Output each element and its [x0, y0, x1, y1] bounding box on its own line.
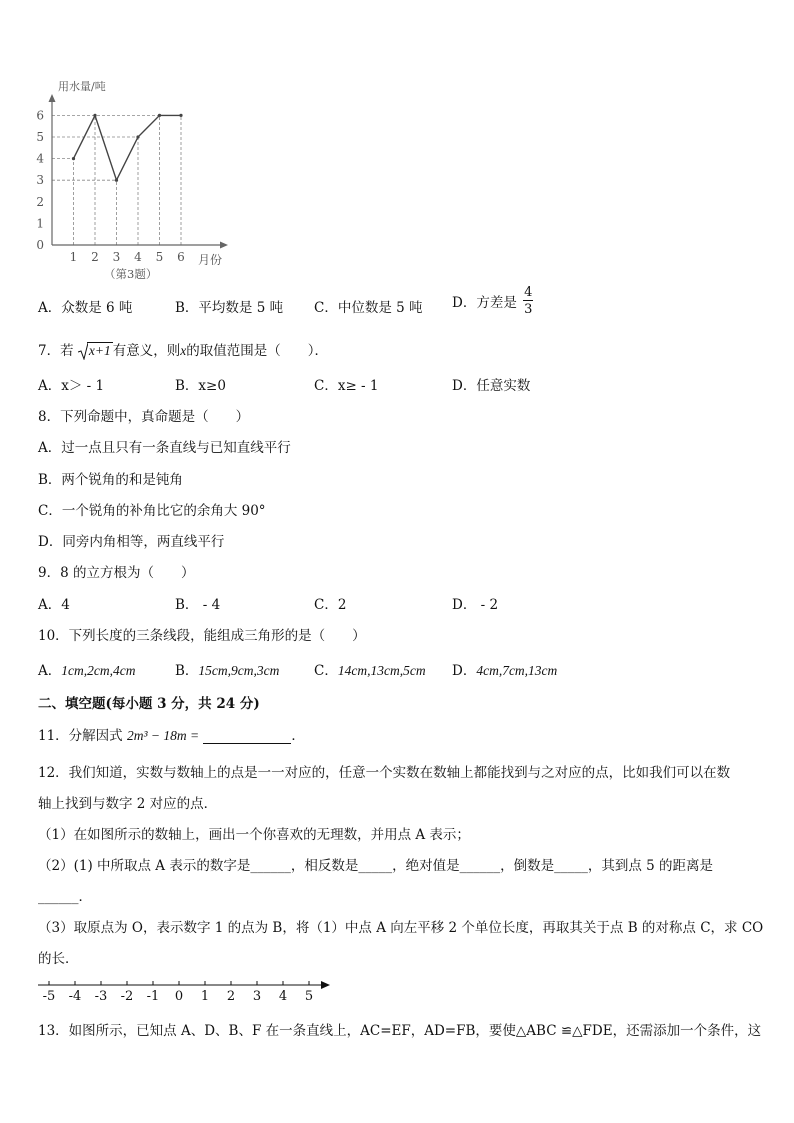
- q11-answer-blank[interactable]: [203, 729, 291, 744]
- number-line-tick-label: 2: [226, 989, 236, 1004]
- q12-part-3-cont: 的长．: [38, 951, 79, 967]
- radical-sign-icon: [78, 340, 88, 360]
- fraction-numerator: 4: [524, 285, 533, 300]
- q7-radicand: x+1: [88, 343, 111, 358]
- q9-option-b[interactable]: B． - 4: [175, 597, 221, 613]
- chart-y-tick-label: 5: [36, 130, 44, 144]
- q10-option-a-value: 1cm,2cm,4cm: [61, 663, 136, 678]
- water-usage-line-chart: [30, 72, 240, 287]
- chart-y-tick-label: 0: [36, 238, 44, 252]
- q10-option-b[interactable]: [175, 659, 279, 679]
- chart-x-tick-label: 3: [112, 250, 121, 264]
- q10-option-b-label: B．: [175, 663, 199, 679]
- q10-option-c[interactable]: [314, 659, 426, 679]
- number-line-tick-label: -5: [42, 989, 56, 1004]
- number-line-tick-label: -2: [120, 989, 134, 1004]
- number-line-tick-label: 5: [304, 989, 314, 1004]
- q10-option-d-label: D．: [452, 663, 477, 679]
- chart-data-point: [93, 114, 96, 117]
- chart-y-tick-label: 4: [36, 151, 44, 166]
- q9-option-c[interactable]: C．2: [314, 597, 347, 613]
- chart-x-tick-label: 6: [177, 250, 185, 264]
- chart-data-point: [158, 114, 161, 117]
- chart-y-tick-label: 1: [36, 216, 44, 231]
- q10-option-d-value: 4cm,7cm,13cm: [476, 663, 558, 678]
- q7-option-c[interactable]: C．x≥ - 1: [314, 378, 379, 394]
- q6-option-a[interactable]: A．众数是 6 吨: [38, 300, 133, 316]
- q10-option-c-value: 14cm,13cm,5cm: [337, 663, 426, 678]
- q10-stem: 10．下列长度的三条线段，能组成三角形的是（ ）: [38, 628, 366, 644]
- q10-option-c-label: C．: [314, 663, 338, 679]
- q8-stem: 8．下列命题中，真命题是（ ）: [38, 409, 250, 425]
- q12-para-1: 12．我们知道，实数与数轴上的点是一一对应的，任意一个实数在数轴上都能找到与之对应的点，比如我们可以在数: [38, 765, 731, 781]
- chart-x-tick-label: 2: [91, 250, 99, 264]
- q9-option-d[interactable]: D． - 2: [452, 597, 499, 613]
- q7-stem: [38, 339, 328, 359]
- q12-part-2: （2）(1) 中所取点 A 表示的数字是______，相反数是_____，绝对值是______，倒数是_____，其到点 5 的距离是: [38, 858, 714, 874]
- section-heading-fill-in: 二、填空题(每小题 3 分，共 24 分): [38, 696, 260, 712]
- number-line[interactable]: [38, 978, 338, 1008]
- number-line-tick-label: 3: [252, 989, 262, 1004]
- q6-option-b[interactable]: B．平均数是 5 吨: [175, 300, 284, 316]
- chart-data-point: [72, 157, 75, 160]
- q7-mid: 有意义，则: [112, 343, 181, 359]
- q6-option-c[interactable]: C．中位数是 5 吨: [314, 300, 423, 316]
- q7-sqrt: [78, 343, 113, 359]
- chart-caption: （第3题）: [104, 267, 158, 281]
- chart-x-tick-label: 1: [69, 250, 78, 264]
- chart-series-line: [74, 115, 182, 180]
- q8-option-c[interactable]: C．一个锐角的补角比它的余角大 90°: [38, 503, 266, 519]
- q7-option-d[interactable]: D．任意实数: [452, 378, 531, 394]
- q10-option-d[interactable]: [452, 659, 557, 679]
- chart-x-tick-label: 4: [134, 250, 142, 264]
- q11-suffix: ．: [291, 728, 305, 744]
- q12-part-3: （3）取原点为 O，表示数字 1 的点为 B，将（1）中点 A 向左平移 2 个单位长度，再取其关于点 B 的对称点 C，求 CO: [38, 920, 764, 936]
- chart-data-point: [115, 179, 118, 182]
- number-line-tick-label: -1: [146, 989, 160, 1004]
- q12-part-1: （1）在如图所示的数轴上，画出一个你喜欢的无理数，并用点 A 表示；: [38, 827, 470, 843]
- chart-y-axis-label: 用水量/吨: [58, 80, 106, 93]
- fraction-denominator: 3: [524, 302, 533, 317]
- q6-variance-fraction: [523, 286, 533, 316]
- q9-stem: 9．8 的立方根为（ ）: [38, 565, 195, 581]
- q11-stem: [38, 724, 305, 744]
- chart-y-tick-label: 3: [36, 173, 44, 188]
- number-line-tick-label: -4: [68, 989, 82, 1004]
- chart-x-axis-arrow-icon: [220, 242, 228, 249]
- chart-y-axis-arrow-icon: [49, 94, 56, 102]
- q12-part-2-cont: ______．: [38, 889, 92, 905]
- q12-para-2: 轴上找到与数字 2 对应的点．: [38, 796, 218, 812]
- number-line-tick-label: 1: [200, 989, 210, 1004]
- q7-option-b[interactable]: B．x≥0: [175, 378, 226, 394]
- chart-y-tick-label: 6: [36, 108, 44, 123]
- q7-var: x: [180, 343, 187, 358]
- q8-option-d[interactable]: D．同旁内角相等，两直线平行: [38, 534, 225, 550]
- q11-expression: 2m³ − 18m =: [126, 728, 200, 743]
- chart-data-point: [136, 135, 139, 138]
- q7-suffix: 的取值范围是（ ）．: [186, 343, 328, 359]
- number-line-arrow-icon: [321, 981, 330, 989]
- chart-y-tick-label: 2: [36, 194, 44, 209]
- q10-option-b-value: 15cm,9cm,3cm: [198, 663, 280, 678]
- q8-option-a[interactable]: A．过一点且只有一条直线与已知直线平行: [38, 440, 291, 456]
- q8-option-b[interactable]: B．两个锐角的和是钝角: [38, 472, 183, 488]
- q10-option-a[interactable]: [38, 659, 135, 679]
- q10-option-a-label: A．: [38, 663, 62, 679]
- number-line-tick-label: 4: [278, 989, 288, 1004]
- q6-option-d[interactable]: [452, 286, 533, 316]
- q13-stem: 13．如图所示，已知点 A、D、B、F 在一条直线上，AC=EF，AD=FB，要使△ABC ≌△FDE，还需添加一个条件，这: [38, 1023, 762, 1039]
- number-line-tick-label: 0: [174, 989, 184, 1004]
- number-line-tick-label: -3: [94, 989, 108, 1004]
- chart-x-tick-label: 5: [155, 250, 164, 264]
- q11-prefix: 11．分解因式: [38, 728, 123, 744]
- q7-prefix: 7．若: [38, 343, 74, 359]
- q9-option-a[interactable]: A．4: [38, 597, 70, 613]
- chart-data-point: [179, 114, 182, 117]
- chart-x-axis-label: 月份: [198, 253, 223, 267]
- q7-option-a[interactable]: A．x＞ - 1: [38, 378, 105, 394]
- q6-option-d-label: D．方差是: [452, 295, 517, 311]
